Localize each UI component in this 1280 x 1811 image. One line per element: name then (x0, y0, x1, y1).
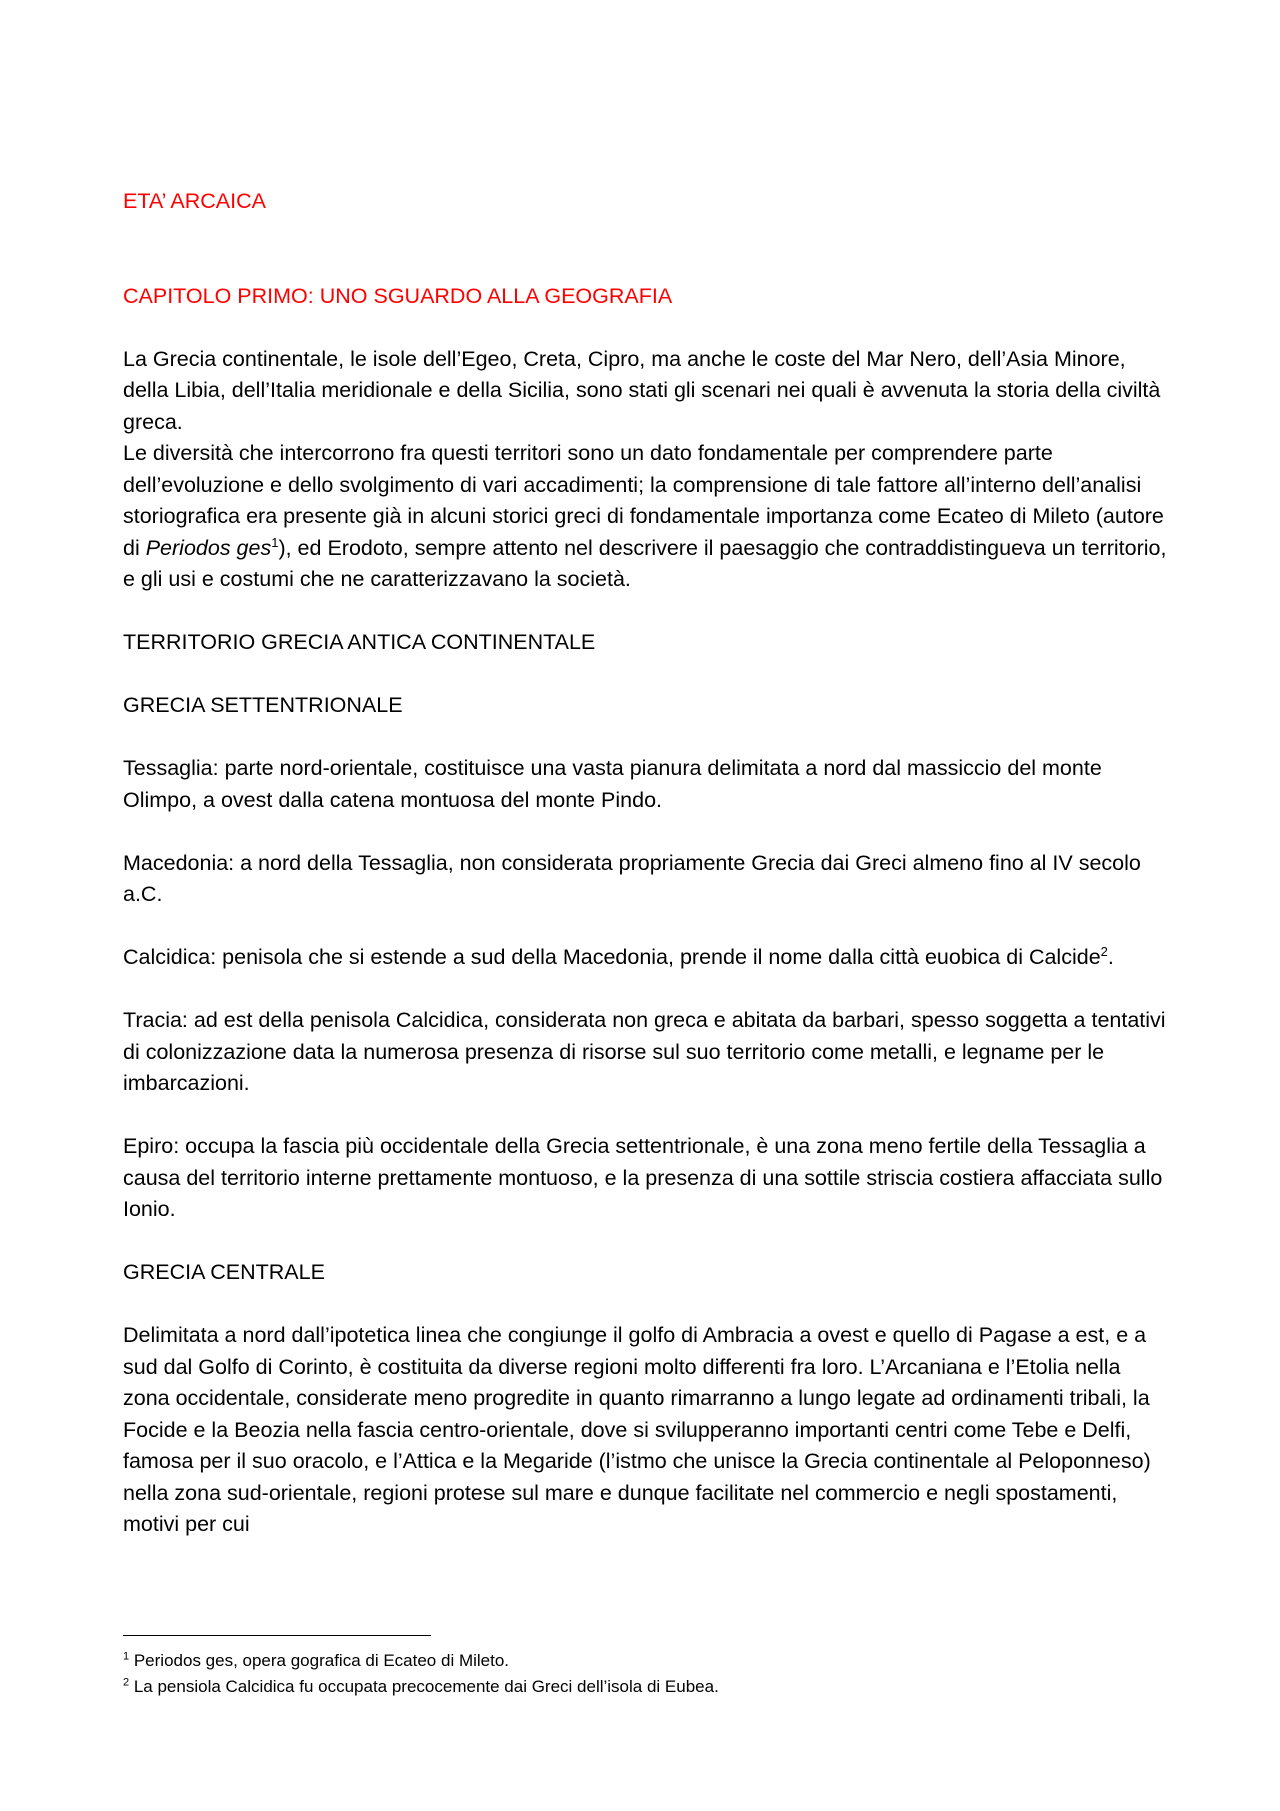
central-heading: GRECIA CENTRALE (123, 1260, 325, 1284)
periodos-ges-italic: Periodos ges (145, 535, 272, 560)
north-heading: GRECIA SETTENTRIONALE (123, 693, 403, 717)
intro-p1-text: La Grecia continentale, le isole dell’Egeo, Creta, Cipro, ma anche le coste del Mar Nero, dell’Asia Minore, della Libia, dell’Italia meridionale e della Sicilia, sono stati gli scenari nei quali è avvenuta la storia della civiltà greca. (123, 346, 1161, 434)
footnote-2-number: 2 (123, 1676, 130, 1689)
footnote-1 (123, 1648, 1173, 1674)
intro-p2-end-text: ), ed Erodoto, sempre attento nel descrivere il paesaggio che contraddistingueva un territorio, e gli usi e costumi che ne caratterizzavano la società. (123, 535, 1167, 591)
footnote-ref-2[interactable]: 2 (1100, 943, 1108, 959)
document-body (123, 186, 1173, 1572)
footnotes (123, 1648, 1173, 1700)
central-paragraph: Delimitata a nord dall’ipotetica linea che congiunge il golfo di Ambracia a ovest e quello di Pagase a est, e a sud dal Golfo di Corinto, è costituita da diverse regioni molto differenti fra loro. L’Arcaniana e l’Etolia nella zona occidentale, considerate meno progredite in quanto rimarranno a lungo legate ad ordinamenti tribali, la Focide e la Beozia nella fascia centro-orientale, dove si svilupperanno importanti centri come Tebe e Delfi, famosa per il suo oracolo, e l’Attica e la Megaride (l’istmo che unisce la Grecia continentale al Peloponneso) nella zona sud-orientale, regioni protese sul mare e dunque facilitate nel commercio e negli spostamenti, motivi per cui (123, 1323, 1151, 1536)
calcidica-end: . (1107, 945, 1114, 969)
footnote-1-number: 1 (123, 1650, 130, 1663)
calcidica-paragraph (123, 942, 1173, 974)
chapter-heading: CAPITOLO PRIMO: UNO SGUARDO ALLA GEOGRAFIA (123, 283, 673, 308)
footnote-ref-1[interactable]: 1 (271, 534, 279, 550)
tessaglia-paragraph: Tessaglia: parte nord-orientale, costituisce una vasta pianura delimitata a nord dal massiccio del monte Olimpo, a ovest dalla catena montuosa del monte Pindo. (123, 756, 1102, 812)
footnote-1-text: Periodos ges, opera gografica di Ecateo di Mileto. (129, 1651, 510, 1670)
macedonia-paragraph: Macedonia: a nord della Tessaglia, non considerata propriamente Grecia dai Greci almeno fino al IV secolo a.C. (123, 850, 1141, 906)
calcidica-text: Calcidica: penisola che si estende a sud della Macedonia, prende il nome dalla città euobica di Calcide (123, 945, 1101, 969)
era-heading: ETA’ ARCAICA (123, 189, 266, 213)
intro-paragraph-1 (123, 344, 1173, 596)
footnote-2 (123, 1674, 1173, 1700)
epiro-paragraph: Epiro: occupa la fascia più occidentale della Grecia settentrionale, è una zona meno fertile della Tessaglia a causa del territorio interne prettamente montuoso, e la presenza di una sottile striscia costiera affacciata sullo Ionio. (123, 1134, 1163, 1221)
footnote-2-text: La pensiola Calcidica fu occupata precocemente dai Greci dell’isola di Eubea. (129, 1677, 719, 1696)
territory-heading: TERRITORIO GRECIA ANTICA CONTINENTALE (123, 630, 596, 654)
intro-p2-text: Le diversità che intercorrono fra questi territori sono un dato fondamentale per comprendere parte dell’evoluzione e dello svolgimento di vari accadimenti; la comprensione di tale fattore all’interno dell’analisi storiografica era presente già in alcuni storici greci di fondamentale importanza come Ecateo di Mileto (autore di (123, 441, 1164, 560)
tracia-paragraph: Tracia: ad est della penisola Calcidica, considerata non greca e abitata da barbari, spesso soggetta a tentativi di colonizzazione data la numerosa presenza di risorse sul suo territorio come metalli, e legname per le imbarcazioni. (123, 1008, 1166, 1095)
footnote-separator (123, 1635, 431, 1636)
